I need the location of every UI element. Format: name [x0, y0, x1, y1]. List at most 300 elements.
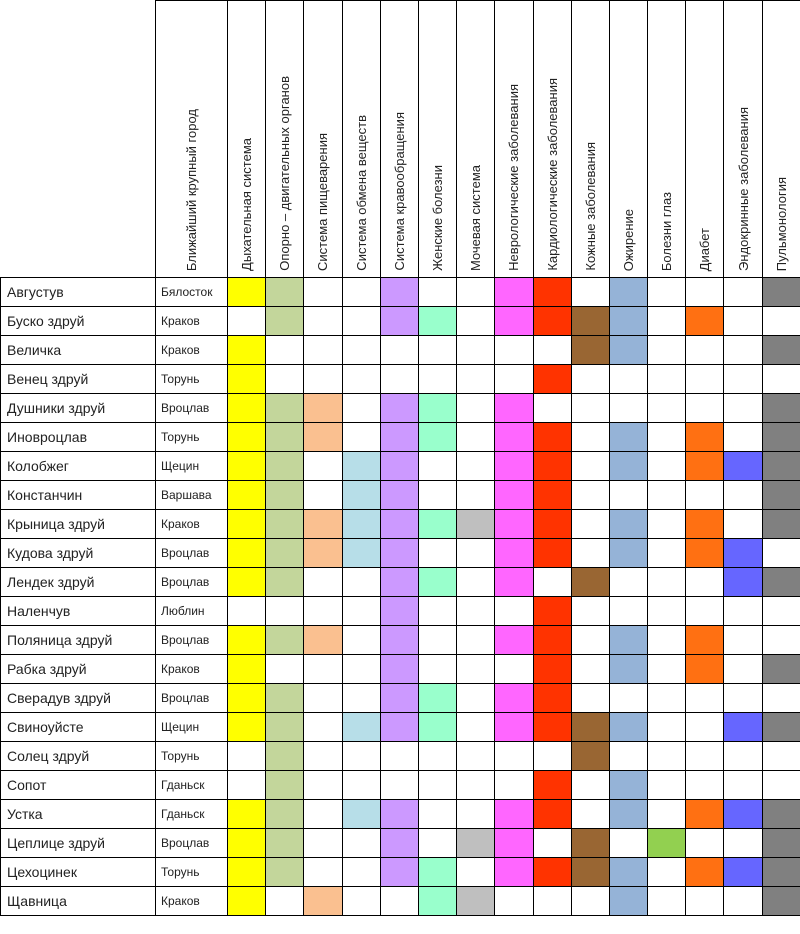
indication-cell-empty	[609, 684, 647, 713]
table-row	[1, 829, 800, 858]
indication-cell-empty	[648, 365, 686, 394]
indication-cell-filled	[266, 510, 304, 539]
indication-cell-empty	[762, 771, 800, 800]
indication-cell-empty	[609, 597, 647, 626]
indication-cell-filled	[266, 452, 304, 481]
indication-cell-empty	[724, 771, 762, 800]
category-header-cell	[418, 1, 456, 278]
indication-cell-empty	[609, 481, 647, 510]
category-header-label: Опорно – двигательных органов	[277, 76, 293, 271]
indication-cell-filled	[418, 394, 456, 423]
table-row	[1, 539, 800, 568]
indication-cell-empty	[571, 800, 609, 829]
indication-cell-filled	[533, 423, 571, 452]
indication-cell-empty	[762, 539, 800, 568]
indication-cell-filled	[762, 394, 800, 423]
indication-cell-empty	[724, 597, 762, 626]
indication-cell-empty	[648, 307, 686, 336]
table-row	[1, 742, 800, 771]
indication-cell-filled	[266, 800, 304, 829]
indication-cell-empty	[686, 597, 724, 626]
nearest-city-cell: Краков	[156, 336, 228, 365]
indication-cell-filled	[228, 568, 266, 597]
indication-cell-filled	[342, 510, 380, 539]
indication-cell-filled	[609, 452, 647, 481]
indication-cell-filled	[609, 510, 647, 539]
indication-cell-empty	[762, 307, 800, 336]
indication-cell-empty	[228, 742, 266, 771]
indication-cell-filled	[228, 394, 266, 423]
indication-cell-empty	[686, 568, 724, 597]
indication-cell-filled	[495, 278, 533, 307]
indication-cell-empty	[533, 887, 571, 916]
category-header-label: Ожирение	[620, 208, 636, 271]
indication-cell-empty	[304, 713, 342, 742]
table-row	[1, 771, 800, 800]
indication-cell-filled	[228, 887, 266, 916]
indication-cell-filled	[266, 684, 304, 713]
nearest-city-cell: Вроцлав	[156, 829, 228, 858]
indication-cell-filled	[533, 713, 571, 742]
indication-cell-filled	[228, 626, 266, 655]
indication-cell-filled	[609, 539, 647, 568]
indication-cell-empty	[762, 626, 800, 655]
indication-cell-filled	[495, 568, 533, 597]
indication-cell-filled	[266, 713, 304, 742]
indication-cell-empty	[686, 713, 724, 742]
indication-cell-empty	[342, 394, 380, 423]
indication-cell-empty	[686, 365, 724, 394]
category-header-cell	[304, 1, 342, 278]
indication-cell-empty	[418, 336, 456, 365]
indication-cell-empty	[533, 394, 571, 423]
indication-cell-empty	[724, 887, 762, 916]
indication-cell-empty	[648, 452, 686, 481]
indication-cell-filled	[762, 887, 800, 916]
indication-cell-empty	[571, 510, 609, 539]
indication-cell-filled	[609, 800, 647, 829]
indication-cell-empty	[342, 887, 380, 916]
indication-cell-filled	[533, 655, 571, 684]
indication-cell-empty	[228, 307, 266, 336]
indication-cell-filled	[533, 684, 571, 713]
indication-cell-filled	[495, 452, 533, 481]
indication-cell-filled	[762, 713, 800, 742]
indication-cell-filled	[228, 365, 266, 394]
nearest-city-cell: Краков	[156, 307, 228, 336]
indication-cell-empty	[342, 336, 380, 365]
indication-cell-filled	[495, 510, 533, 539]
indication-cell-empty	[724, 481, 762, 510]
resort-name-cell: Сопот	[1, 771, 156, 800]
indication-cell-filled	[342, 481, 380, 510]
indication-cell-empty	[648, 742, 686, 771]
indication-cell-empty	[418, 597, 456, 626]
indication-cell-filled	[495, 481, 533, 510]
indication-cell-filled	[686, 510, 724, 539]
indication-cell-empty	[724, 626, 762, 655]
indication-cell-filled	[762, 278, 800, 307]
indication-cell-empty	[648, 423, 686, 452]
indication-cell-filled	[495, 307, 533, 336]
category-header-cell	[533, 1, 571, 278]
indication-cell-filled	[571, 858, 609, 887]
indication-cell-filled	[495, 829, 533, 858]
indication-cell-empty	[571, 597, 609, 626]
indication-cell-empty	[304, 365, 342, 394]
nearest-city-cell: Гданьск	[156, 800, 228, 829]
indication-cell-empty	[648, 336, 686, 365]
indication-cell-filled	[762, 829, 800, 858]
category-header-label: Пульмонология	[773, 176, 789, 271]
indication-cell-filled	[533, 771, 571, 800]
table-row	[1, 365, 800, 394]
indication-cell-filled	[266, 394, 304, 423]
indication-cell-filled	[228, 510, 266, 539]
table-row	[1, 713, 800, 742]
table-row	[1, 423, 800, 452]
nearest-city-cell: Гданьск	[156, 771, 228, 800]
resort-name-cell: Наленчув	[1, 597, 156, 626]
indication-cell-empty	[571, 684, 609, 713]
indication-cell-filled	[533, 539, 571, 568]
resort-name-cell: Поляница здруй	[1, 626, 156, 655]
indication-cell-filled	[533, 510, 571, 539]
category-header-label: Болезни глаз	[659, 191, 675, 271]
indication-cell-empty	[342, 365, 380, 394]
indication-cell-filled	[266, 742, 304, 771]
indication-cell-filled	[380, 568, 418, 597]
indication-cell-filled	[304, 510, 342, 539]
indication-cell-filled	[380, 278, 418, 307]
indication-cell-empty	[418, 800, 456, 829]
indication-cell-filled	[724, 452, 762, 481]
indication-cell-empty	[609, 394, 647, 423]
indication-cell-filled	[571, 336, 609, 365]
indication-cell-empty	[380, 336, 418, 365]
indication-cell-empty	[342, 568, 380, 597]
indication-cell-filled	[418, 423, 456, 452]
indication-cell-empty	[648, 394, 686, 423]
indication-cell-filled	[571, 568, 609, 597]
nearest-city-cell: Торунь	[156, 858, 228, 887]
indication-cell-filled	[533, 365, 571, 394]
indication-cell-empty	[571, 394, 609, 423]
category-header-cell	[686, 1, 724, 278]
indication-cell-empty	[266, 655, 304, 684]
nearest-city-cell: Щецин	[156, 452, 228, 481]
indication-cell-empty	[342, 626, 380, 655]
category-header-cell	[571, 1, 609, 278]
indication-cell-filled	[228, 423, 266, 452]
indication-cell-empty	[457, 713, 495, 742]
indication-cell-empty	[648, 626, 686, 655]
indication-cell-filled	[304, 887, 342, 916]
indication-cell-filled	[380, 481, 418, 510]
indication-cell-filled	[762, 655, 800, 684]
indication-cell-filled	[724, 713, 762, 742]
indication-cell-empty	[648, 858, 686, 887]
indication-cell-empty	[266, 597, 304, 626]
indication-cell-filled	[380, 510, 418, 539]
indication-cell-filled	[571, 713, 609, 742]
indication-cell-empty	[266, 365, 304, 394]
table-row	[1, 278, 800, 307]
indication-cell-filled	[686, 452, 724, 481]
nearest-city-cell: Краков	[156, 887, 228, 916]
indication-cell-filled	[571, 307, 609, 336]
indication-cell-empty	[342, 684, 380, 713]
indication-cell-filled	[380, 452, 418, 481]
category-header-cell	[266, 1, 304, 278]
indication-cell-empty	[724, 307, 762, 336]
indication-cell-empty	[457, 655, 495, 684]
indication-cell-empty	[724, 655, 762, 684]
category-header-cell	[762, 1, 800, 278]
nearest-city-cell: Торунь	[156, 365, 228, 394]
nearest-city-cell: Вроцлав	[156, 568, 228, 597]
indication-cell-filled	[762, 423, 800, 452]
indication-cell-empty	[418, 742, 456, 771]
indication-cell-filled	[380, 539, 418, 568]
indication-cell-filled	[266, 539, 304, 568]
indication-cell-filled	[533, 626, 571, 655]
nearest-city-cell: Вроцлав	[156, 626, 228, 655]
indication-cell-filled	[686, 858, 724, 887]
indication-cell-empty	[342, 771, 380, 800]
nearest-city-cell: Торунь	[156, 742, 228, 771]
indication-cell-empty	[686, 829, 724, 858]
indication-cell-filled	[266, 481, 304, 510]
table-row	[1, 568, 800, 597]
indication-cell-filled	[609, 887, 647, 916]
indication-cell-empty	[648, 713, 686, 742]
indication-cell-filled	[609, 307, 647, 336]
indication-cell-empty	[648, 510, 686, 539]
indication-cell-empty	[724, 394, 762, 423]
indication-cell-empty	[571, 481, 609, 510]
indication-cell-empty	[266, 887, 304, 916]
table-row	[1, 684, 800, 713]
indication-cell-filled	[571, 829, 609, 858]
indication-cell-filled	[266, 829, 304, 858]
indication-cell-empty	[724, 365, 762, 394]
indication-cell-empty	[495, 771, 533, 800]
table-row	[1, 858, 800, 887]
indication-cell-empty	[762, 684, 800, 713]
nearest-city-cell: Щецин	[156, 713, 228, 742]
resort-name-cell: Свиноуйсте	[1, 713, 156, 742]
indication-cell-empty	[342, 655, 380, 684]
indication-cell-empty	[457, 626, 495, 655]
indication-cell-filled	[495, 800, 533, 829]
indication-cell-empty	[304, 597, 342, 626]
nearest-city-cell: Краков	[156, 510, 228, 539]
indication-cell-filled	[495, 626, 533, 655]
indication-cell-filled	[266, 626, 304, 655]
indication-cell-filled	[266, 858, 304, 887]
table-row	[1, 452, 800, 481]
indication-cell-empty	[724, 336, 762, 365]
resort-name-cell: Сверадув здруй	[1, 684, 156, 713]
indication-cell-filled	[380, 713, 418, 742]
category-header-label: Мочевая система	[468, 164, 484, 271]
nearest-city-cell: Краков	[156, 655, 228, 684]
indication-cell-empty	[533, 568, 571, 597]
indication-cell-filled	[418, 510, 456, 539]
indication-cell-empty	[457, 684, 495, 713]
table-row	[1, 626, 800, 655]
indication-cell-filled	[724, 568, 762, 597]
indication-cell-empty	[609, 742, 647, 771]
indication-cell-filled	[228, 800, 266, 829]
indication-cell-empty	[609, 568, 647, 597]
indication-cell-filled	[228, 684, 266, 713]
indication-cell-empty	[495, 365, 533, 394]
nearest-city-cell: Варшава	[156, 481, 228, 510]
table-row	[1, 887, 800, 916]
indication-cell-empty	[686, 336, 724, 365]
indication-cell-filled	[380, 626, 418, 655]
resort-name-cell: Буско здруй	[1, 307, 156, 336]
resort-name-cell: Солец здруй	[1, 742, 156, 771]
indication-cell-filled	[724, 858, 762, 887]
category-header-label: Кардиологические заболевания	[544, 78, 560, 271]
indication-cell-empty	[457, 394, 495, 423]
indication-cell-filled	[686, 655, 724, 684]
indication-cell-filled	[686, 423, 724, 452]
indication-cell-filled	[457, 510, 495, 539]
indication-cell-empty	[648, 655, 686, 684]
indication-cell-empty	[724, 423, 762, 452]
indication-cell-filled	[609, 423, 647, 452]
indication-cell-filled	[342, 713, 380, 742]
indication-cell-empty	[686, 481, 724, 510]
indication-cell-empty	[457, 568, 495, 597]
indication-cell-empty	[571, 423, 609, 452]
indication-cell-empty	[686, 742, 724, 771]
indication-cell-empty	[571, 539, 609, 568]
indication-cell-filled	[304, 626, 342, 655]
indication-cell-filled	[266, 771, 304, 800]
indication-cell-empty	[457, 481, 495, 510]
indication-cell-filled	[457, 887, 495, 916]
indication-cell-empty	[686, 394, 724, 423]
indication-cell-empty	[648, 278, 686, 307]
indication-cell-filled	[533, 481, 571, 510]
indication-cell-empty	[342, 307, 380, 336]
category-header-label: Дыхательная система	[239, 138, 255, 271]
table-row	[1, 481, 800, 510]
indication-cell-filled	[609, 278, 647, 307]
indication-cell-empty	[457, 307, 495, 336]
indication-cell-empty	[418, 626, 456, 655]
indication-cell-empty	[724, 829, 762, 858]
table-row	[1, 394, 800, 423]
category-header-cell	[609, 1, 647, 278]
indication-cell-filled	[228, 336, 266, 365]
indication-cell-filled	[533, 307, 571, 336]
resort-name-cell: Констанчин	[1, 481, 156, 510]
indication-cell-empty	[495, 655, 533, 684]
indication-cell-empty	[457, 336, 495, 365]
indication-cell-filled	[380, 829, 418, 858]
indication-cell-filled	[304, 539, 342, 568]
indication-cell-empty	[266, 336, 304, 365]
indication-cell-filled	[266, 568, 304, 597]
indication-cell-empty	[648, 481, 686, 510]
indication-cell-filled	[418, 887, 456, 916]
indication-cell-filled	[380, 307, 418, 336]
indication-cell-filled	[418, 568, 456, 597]
indication-cell-filled	[762, 800, 800, 829]
indication-cell-filled	[533, 597, 571, 626]
indication-cell-empty	[648, 800, 686, 829]
indication-cell-empty	[418, 655, 456, 684]
indication-cell-empty	[457, 423, 495, 452]
table-row	[1, 510, 800, 539]
resort-name-cell: Лендек здруй	[1, 568, 156, 597]
nearest-city-cell: Вроцлав	[156, 394, 228, 423]
indication-cell-empty	[418, 278, 456, 307]
indication-cell-filled	[609, 858, 647, 887]
indication-cell-empty	[228, 771, 266, 800]
indication-cell-filled	[228, 452, 266, 481]
category-header-cell	[724, 1, 762, 278]
indication-cell-empty	[418, 539, 456, 568]
category-header-label: Неврологические заболевания	[506, 84, 522, 271]
indication-cell-filled	[648, 829, 686, 858]
indication-cell-empty	[342, 278, 380, 307]
indication-cell-empty	[418, 829, 456, 858]
indication-cell-filled	[762, 510, 800, 539]
indication-cell-empty	[609, 365, 647, 394]
indication-cell-empty	[457, 539, 495, 568]
name-header-cell	[1, 1, 156, 278]
indication-cell-empty	[457, 278, 495, 307]
header-row	[1, 1, 800, 278]
indication-cell-empty	[648, 568, 686, 597]
indication-cell-empty	[533, 829, 571, 858]
indication-cell-empty	[571, 626, 609, 655]
indication-cell-empty	[571, 887, 609, 916]
indication-cell-empty	[342, 858, 380, 887]
indication-cell-filled	[686, 539, 724, 568]
indication-cell-empty	[380, 365, 418, 394]
category-header-label: Кожные заболевания	[582, 142, 598, 271]
indication-cell-filled	[495, 713, 533, 742]
indication-cell-filled	[571, 742, 609, 771]
resort-name-cell: Колобжег	[1, 452, 156, 481]
city-header-cell	[156, 1, 228, 278]
indication-cell-empty	[304, 742, 342, 771]
indication-cell-filled	[418, 858, 456, 887]
indication-cell-empty	[571, 452, 609, 481]
indication-cell-filled	[609, 336, 647, 365]
indication-cell-empty	[380, 887, 418, 916]
table-row	[1, 336, 800, 365]
indication-cell-filled	[228, 713, 266, 742]
indication-cell-filled	[304, 423, 342, 452]
indication-cell-empty	[342, 742, 380, 771]
indication-cell-empty	[304, 829, 342, 858]
indication-cell-empty	[304, 452, 342, 481]
indication-cell-empty	[686, 771, 724, 800]
indication-cell-empty	[418, 365, 456, 394]
indication-cell-filled	[380, 597, 418, 626]
indication-cell-filled	[686, 800, 724, 829]
indication-cell-filled	[533, 278, 571, 307]
